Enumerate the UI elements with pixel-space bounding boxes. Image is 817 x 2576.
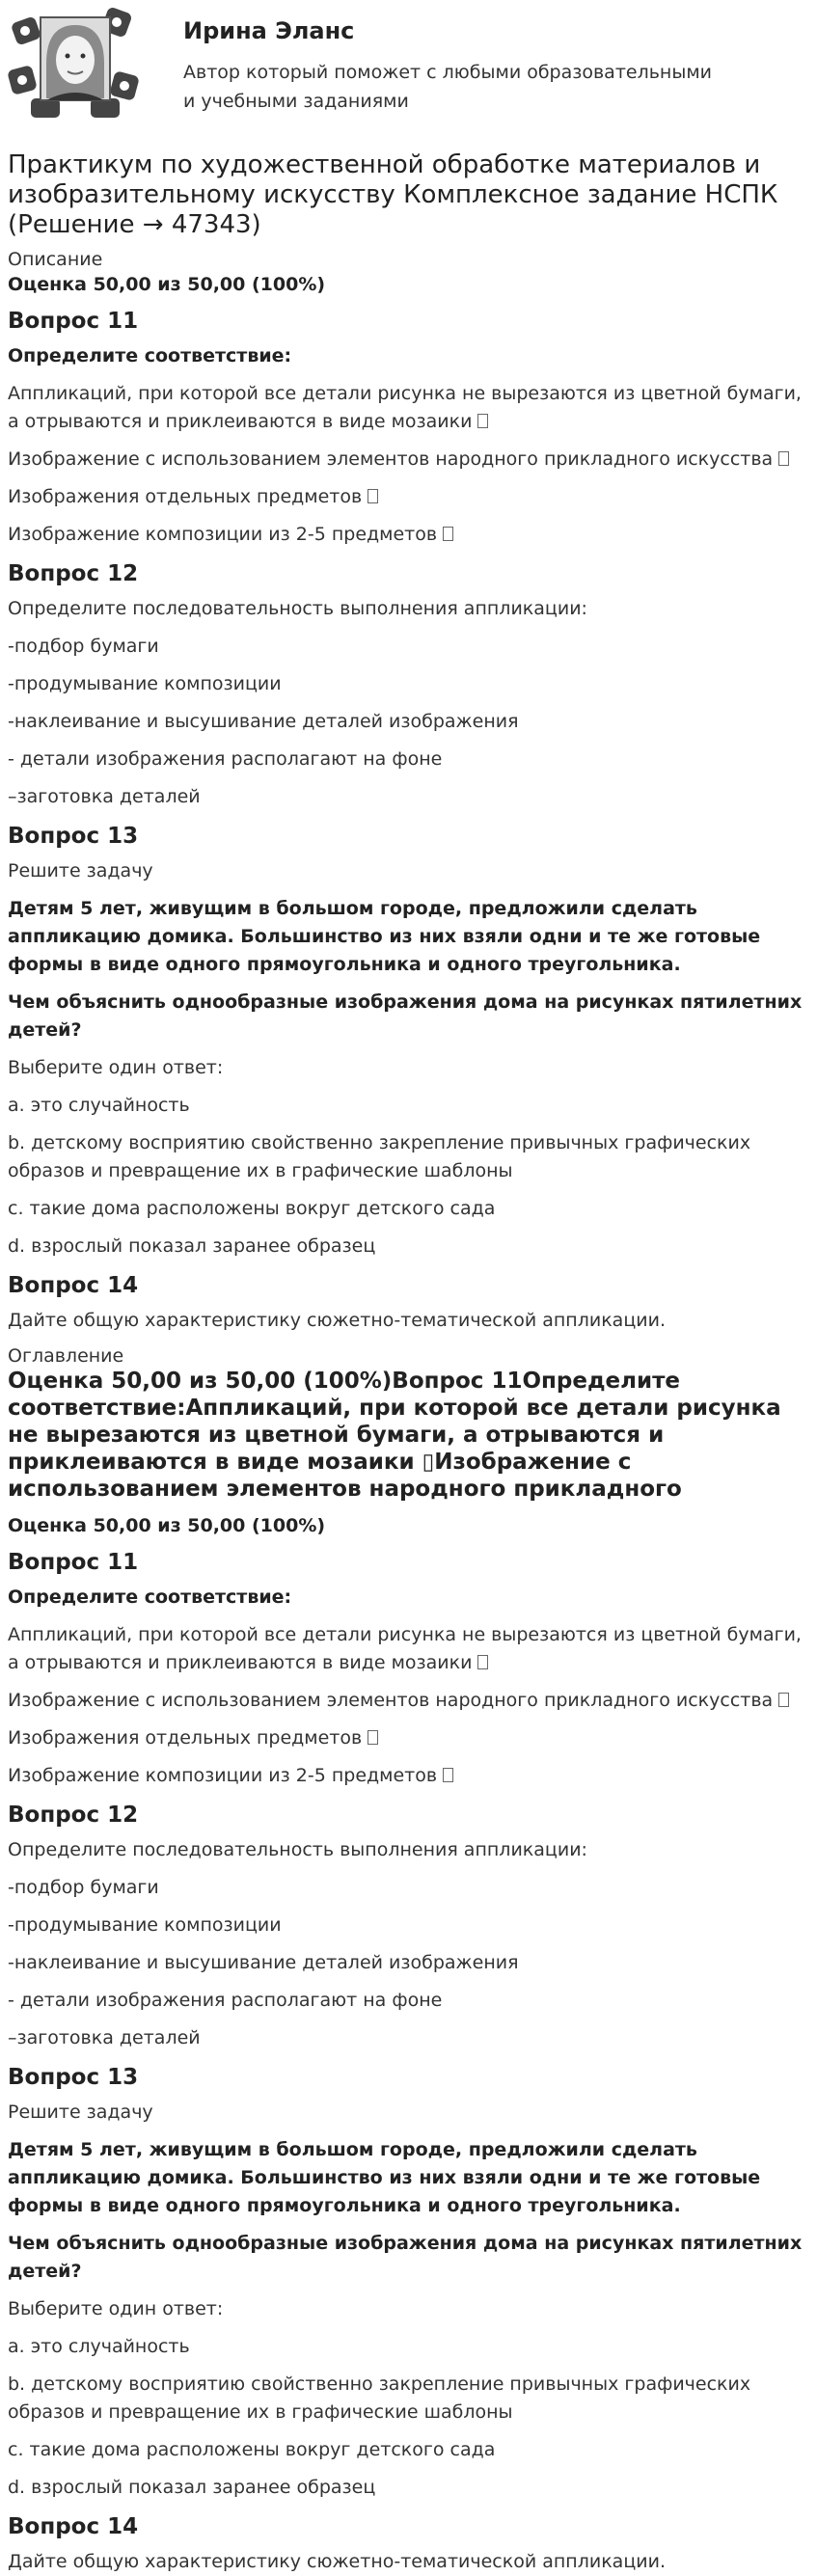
author-info	[183, 6, 723, 116]
list-item: -подбор бумаги	[8, 636, 159, 657]
list-item	[8, 1621, 809, 1677]
list-item	[8, 1724, 809, 1752]
unknown-glyph-icon	[443, 1768, 453, 1782]
item-text: Изображение с использованием элементов народного прикладного искусства	[8, 448, 774, 470]
list-item	[8, 1762, 809, 1790]
grade: Оценка 50,00 из 50,00 (100%)	[8, 274, 326, 295]
choose-label: Выберите один ответ:	[8, 2298, 224, 2319]
list-item: -подбор бумаги	[8, 1877, 159, 1898]
answer-option: b. детскому восприятию свойственно закрепление привычных графических образов и превращение их в графические шаблоны	[8, 1132, 751, 1181]
question-heading: Вопрос 12	[8, 561, 139, 586]
item-text: Изображение с использованием элементов народного прикладного искусства	[8, 1690, 774, 1711]
answer-option: d. взрослый показал заранее образец	[8, 1235, 376, 1257]
task-text: Детям 5 лет, живущим в большом городе, предложили сделать аппликацию домика. Большинство из них взяли одни и те же готовые формы в виде одного прямоугольника и одного треугольника.	[8, 898, 761, 975]
list-item: - детали изображения располагают на фоне	[8, 748, 443, 770]
item-text: Аппликаций, при которой все детали рисунка не вырезаются из цветной бумаги, а отрываются и приклеиваются в виде мозаики	[8, 1624, 802, 1673]
question-prompt: Определите соответствие:	[8, 1586, 292, 1608]
toc-label: Оглавление	[8, 1345, 124, 1367]
toc-section	[8, 1547, 809, 2576]
question-prompt: Дайте общую характеристику сюжетно-тематической аппликации.	[8, 2551, 666, 2572]
list-item	[8, 483, 809, 511]
unknown-glyph-icon	[778, 451, 789, 466]
question-prompt: Дайте общую характеристику сюжетно-тематической аппликации.	[8, 1310, 666, 1331]
task-question: Чем объяснить однообразные изображения дома на рисунках пятилетних детей?	[8, 991, 803, 1041]
answer-option: b. детскому восприятию свойственно закрепление привычных графических образов и превращение их в графические шаблоны	[8, 2373, 751, 2423]
unknown-glyph-icon	[477, 414, 488, 428]
question-heading: Вопрос 13	[8, 2065, 139, 2090]
answer-option: a. это случайность	[8, 1095, 190, 1116]
list-item: -наклеивание и высушивание деталей изображения	[8, 711, 519, 732]
question-prompt: Определите последовательность выполнения аппликации:	[8, 1839, 587, 1860]
item-text: Изображение композиции из 2-5 предметов	[8, 1765, 438, 1786]
unknown-glyph-icon	[368, 489, 378, 503]
list-item: - детали изображения располагают на фоне	[8, 1990, 443, 2011]
author-avatar	[8, 6, 143, 122]
list-item	[8, 380, 809, 436]
question-prompt: Решите задачу	[8, 2101, 153, 2123]
question-heading: Вопрос 14	[8, 2514, 139, 2539]
work-title: Практикум по художественной обработке материалов и изобразительному искусству Комплексное задание НСПК (Решение → 47343)	[8, 150, 778, 239]
list-item: –заготовка деталей	[8, 786, 201, 807]
list-item	[8, 521, 809, 549]
item-text: Аппликаций, при которой все детали рисунка не вырезаются из цветной бумаги, а отрываются и приклеиваются в виде мозаики	[8, 383, 802, 432]
question-heading: Вопрос 13	[8, 824, 139, 849]
question-heading: Вопрос 11	[8, 1550, 139, 1575]
unknown-glyph-icon	[443, 527, 453, 541]
grade: Оценка 50,00 из 50,00 (100%)	[8, 1515, 326, 1536]
list-item: -продумывание композиции	[8, 1914, 282, 1936]
item-text: Изображения отдельных предметов	[8, 1727, 363, 1749]
question-heading: Вопрос 14	[8, 1273, 139, 1298]
author-card	[8, 0, 809, 133]
author-description: Автор который поможет с любыми образовательными и учебными заданиями	[183, 62, 713, 112]
list-item: -наклеивание и высушивание деталей изображения	[8, 1952, 519, 1973]
list-item: -продумывание композиции	[8, 673, 282, 694]
choose-label: Выберите один ответ:	[8, 1057, 224, 1078]
question-prompt: Определите соответствие:	[8, 345, 292, 366]
list-item: –заготовка деталей	[8, 2027, 201, 2048]
item-text: Изображение композиции из 2-5 предметов	[8, 524, 438, 545]
list-item	[8, 1687, 809, 1715]
unknown-glyph-icon	[368, 1730, 378, 1745]
task-question: Чем объяснить однообразные изображения дома на рисунках пятилетних детей?	[8, 2233, 803, 2282]
answer-option: a. это случайность	[8, 2336, 190, 2357]
answer-option: c. такие дома расположены вокруг детского сада	[8, 1198, 496, 1219]
toc-summary: Оценка 50,00 из 50,00 (100%)Вопрос 11Определите соответствие:Аппликаций, при которой все детали рисунка не вырезаются из цветной бумаги, а отрываются и приклеиваются в виде мозаики ▯Изображение с использованием элементов народного прикладного	[8, 1369, 781, 1502]
description-label: Описание	[8, 249, 103, 270]
description-section	[8, 306, 809, 1335]
unknown-glyph-icon	[477, 1655, 488, 1669]
list-item	[8, 446, 809, 474]
question-heading: Вопрос 11	[8, 309, 139, 334]
question-heading: Вопрос 12	[8, 1803, 139, 1828]
item-text: Изображения отдельных предметов	[8, 486, 363, 507]
author-name[interactable]: Ирина Эланс	[183, 17, 355, 44]
question-prompt: Решите задачу	[8, 860, 153, 881]
answer-option: d. взрослый показал заранее образец	[8, 2477, 376, 2498]
unknown-glyph-icon	[778, 1693, 789, 1707]
answer-option: c. такие дома расположены вокруг детского сада	[8, 2439, 496, 2460]
task-text: Детям 5 лет, живущим в большом городе, предложили сделать аппликацию домика. Большинство из них взяли одни и те же готовые формы в виде одного прямоугольника и одного треугольника.	[8, 2139, 761, 2216]
question-prompt: Определите последовательность выполнения аппликации:	[8, 598, 587, 619]
